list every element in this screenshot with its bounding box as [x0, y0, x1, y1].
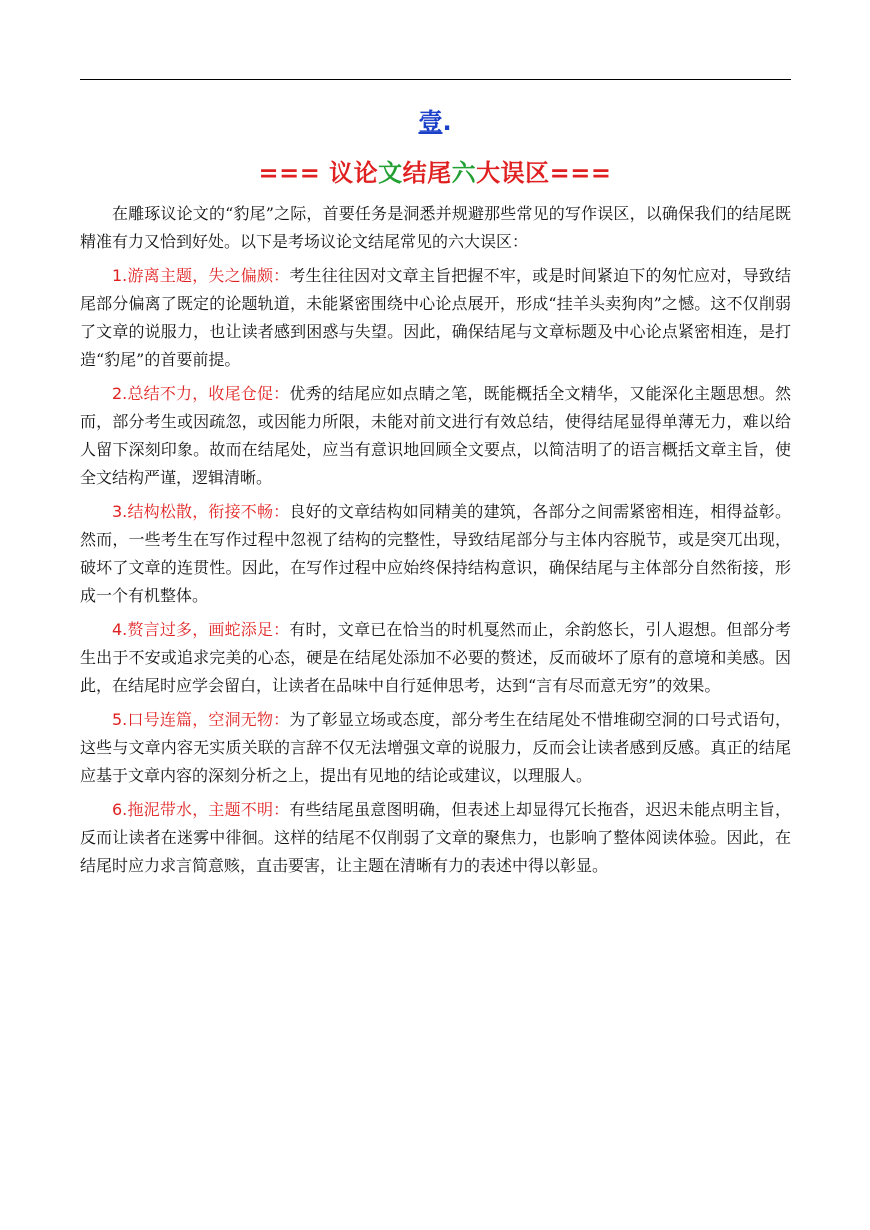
section-body: 有些结尾虽意图明确，但表述上却显得冗长拖沓，迟迟未能点明主旨，反而让读者在迷雾中徘徊。这样的结尾不仅削弱了文章的聚焦力，也影响了整体阅读体验。因此，在结尾时应力求言简意赅，直击要害，让主题在清晰有力的表述中得以彰显。	[80, 800, 791, 875]
title-part: ===	[258, 159, 330, 187]
title-part: ===	[549, 159, 612, 187]
section-paragraph	[80, 796, 791, 880]
title-part: 六	[451, 159, 477, 187]
section-body: 考生往往因对文章主旨把握不牢，或是时间紧迫下的匆忙应对，导致结尾部分偏离了既定的论题轨道，未能紧密围绕中心论点展开，形成“挂羊头卖狗肉”之憾。这不仅削弱了文章的说服力，也让读者感到困惑与失望。因此，确保结尾与文章标题及中心论点紧密相连，是打造“豹尾”的首要前提。	[80, 266, 791, 369]
header-rule	[80, 79, 791, 80]
section-paragraph	[80, 498, 791, 610]
section-number: 壹	[418, 108, 443, 136]
section-body: 有时，文章已在恰当的时机戛然而止，余韵悠长，引人遐想。但部分考生出于不安或追求完美的心态，硬是在结尾处添加不必要的赘述，反而破坏了原有的意境和美感。因此，在结尾时应学会留白，让读者在品味中自行延伸思考，达到“言有尽而意无穷”的效果。	[80, 620, 791, 695]
section-lead: 6.拖泥带水，主题不明：	[112, 800, 290, 819]
section-paragraph	[80, 706, 791, 790]
section-lead: 1.游离主题，失之偏颇：	[112, 266, 290, 285]
title-part: 议论	[329, 159, 379, 187]
section-lead: 5.口号连篇，空洞无物：	[112, 710, 290, 729]
section-lead: 2.总结不力，收尾仓促：	[112, 384, 290, 403]
title-part: 大	[476, 159, 501, 187]
section-lead: 4.赘言过多，画蛇添足：	[112, 620, 290, 639]
article-body	[80, 200, 791, 886]
page-title	[0, 156, 870, 190]
section-lead: 3.结构松散，衔接不畅：	[112, 502, 290, 521]
intro-paragraph: 在雕琢议论文的“豹尾”之际，首要任务是洞悉并规避那些常见的写作误区，以确保我们的结尾既精准有力又恰到好处。以下是考场议论文结尾常见的六大误区：	[80, 204, 791, 251]
section-paragraph	[80, 262, 791, 374]
section-number-heading	[0, 106, 870, 138]
section-paragraph	[80, 616, 791, 700]
title-part: 文	[378, 159, 403, 187]
section-body: 优秀的结尾应如点睛之笔，既能概括全文精华，又能深化主题思想。然而，部分考生或因疏忽，或因能力所限，未能对前文进行有效总结，使得结尾显得单薄无力，难以给人留下深刻印象。故而在结尾处，应当有意识地回顾全文要点，以简洁明了的语言概括文章主旨，使全文结构严谨，逻辑清晰。	[80, 384, 791, 487]
section-body: 良好的文章结构如同精美的建筑，各部分之间需紧密相连，相得益彰。然而，一些考生在写作过程中忽视了结构的完整性，导致结尾部分与主体内容脱节，或是突兀出现，破坏了文章的连贯性。因此，在写作过程中应始终保持结构意识，确保结尾与主体部分自然衔接，形成一个有机整体。	[80, 502, 791, 605]
section-body: 为了彰显立场或态度，部分考生在结尾处不惜堆砌空洞的口号式语句，这些与文章内容无实质关联的言辞不仅无法增强文章的说服力，反而会让读者感到反感。真正的结尾应基于文章内容的深刻分析之上，提出有见地的结论或建议，以理服人。	[80, 710, 791, 785]
section-number-suffix: .	[442, 108, 452, 136]
section-paragraph	[80, 380, 791, 492]
title-part: 结	[402, 159, 428, 187]
title-part: 尾	[427, 159, 452, 187]
title-part: 误区	[500, 159, 550, 187]
